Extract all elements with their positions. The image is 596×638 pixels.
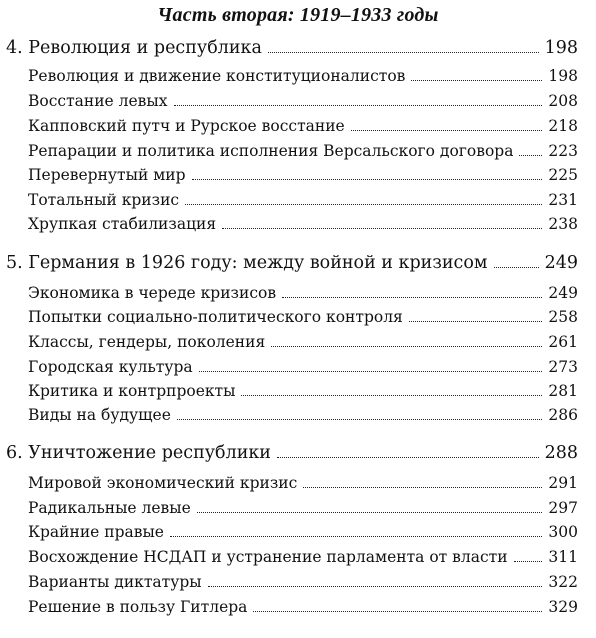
section-title: Городская культура: [28, 358, 193, 376]
chapter-title: 5. Германия в 1926 году: между войной и кризисом: [6, 253, 488, 273]
toc-section: [28, 598, 578, 616]
section-title: Революция и движение конституционалистов: [28, 67, 406, 85]
section-page-number: 223: [548, 142, 578, 160]
toc-section: [28, 406, 578, 424]
dot-leader: [514, 561, 543, 562]
toc-chapter-4: [6, 38, 578, 58]
toc-section: [28, 333, 578, 351]
dot-leader: [177, 419, 543, 420]
toc-chapter-5: [6, 253, 578, 273]
toc-section: [28, 67, 578, 85]
section-page-number: 218: [548, 117, 578, 135]
section-title: Репарации и политика исполнения Версальского договора: [28, 142, 514, 160]
dot-leader: [222, 228, 542, 229]
section-page-number: 273: [548, 358, 578, 376]
toc-section: [28, 166, 578, 184]
section-title: Классы, гендеры, поколения: [28, 333, 266, 351]
toc-section: [28, 117, 578, 135]
dot-leader: [199, 371, 543, 372]
section-page-number: 281: [548, 382, 578, 400]
toc-section: [28, 92, 578, 110]
chapter-title: 6. Уничтожение республики: [6, 443, 271, 463]
dot-leader: [170, 536, 542, 537]
dot-leader: [351, 130, 543, 131]
dot-leader: [185, 204, 542, 205]
section-page-number: 238: [548, 215, 578, 233]
section-title: Восстание левых: [28, 92, 168, 110]
dot-leader: [192, 179, 543, 180]
section-title: Хрупкая стабилизация: [28, 215, 217, 233]
toc-section: [28, 523, 578, 541]
dot-leader: [208, 586, 543, 587]
section-title: Восхождение НСДАП и устранение парламента от власти: [28, 548, 508, 566]
toc-section: [28, 308, 578, 326]
chapter-page-number: 249: [544, 253, 578, 273]
dot-leader: [174, 105, 543, 106]
section-title: Радикальные левые: [28, 499, 191, 517]
dot-leader: [519, 155, 542, 156]
toc-section: [28, 548, 578, 566]
part-title: Часть вторая: 1919–1933 годы: [157, 4, 439, 26]
section-title: Капповский путч и Рурское восстание: [28, 117, 345, 135]
section-page-number: 311: [548, 548, 578, 566]
section-title: Экономика в череде кризисов: [28, 284, 277, 302]
toc-section: [28, 499, 578, 517]
section-title: Варианты диктатуры: [28, 573, 202, 591]
section-title: Крайние правые: [28, 523, 164, 541]
section-title: Критика и контрпроекты: [28, 382, 236, 400]
section-page-number: 286: [548, 406, 578, 424]
dot-leader: [271, 346, 542, 347]
toc-section: [28, 142, 578, 160]
dot-leader: [277, 457, 539, 458]
section-title: Тотальный кризис: [28, 191, 180, 209]
section-title: Мировой экономический кризис: [28, 474, 298, 492]
dot-leader: [303, 487, 542, 488]
toc-section: [28, 573, 578, 591]
dot-leader: [411, 80, 542, 81]
section-title: Виды на будущее: [28, 406, 171, 424]
section-title: Попытки социально-политического контроля: [28, 308, 403, 326]
toc-section: [28, 191, 578, 209]
chapter-title: 4. Революция и республика: [6, 38, 262, 58]
section-page-number: 198: [548, 67, 578, 85]
section-page-number: 249: [548, 284, 578, 302]
section-page-number: 322: [548, 573, 578, 591]
section-page-number: 225: [548, 166, 578, 184]
dot-leader: [253, 611, 542, 612]
section-page-number: 208: [548, 92, 578, 110]
toc-section: [28, 474, 578, 492]
dot-leader: [282, 297, 542, 298]
dot-leader: [409, 321, 543, 322]
toc-section: [28, 215, 578, 233]
toc-chapter-6: [6, 443, 578, 463]
toc-section: [28, 358, 578, 376]
chapter-page-number: 198: [544, 38, 578, 58]
section-page-number: 231: [548, 191, 578, 209]
section-page-number: 291: [548, 474, 578, 492]
toc-section: [28, 382, 578, 400]
section-title: Решение в пользу Гитлера: [28, 598, 248, 616]
dot-leader: [241, 395, 542, 396]
section-page-number: 258: [548, 308, 578, 326]
section-page-number: 300: [548, 523, 578, 541]
toc-section: [28, 284, 578, 302]
dot-leader: [197, 512, 543, 513]
section-page-number: 329: [548, 598, 578, 616]
section-title: Перевернутый мир: [28, 166, 186, 184]
dot-leader: [268, 52, 539, 53]
section-page-number: 297: [548, 499, 578, 517]
chapter-page-number: 288: [544, 443, 578, 463]
dot-leader: [494, 267, 539, 268]
section-page-number: 261: [548, 333, 578, 351]
